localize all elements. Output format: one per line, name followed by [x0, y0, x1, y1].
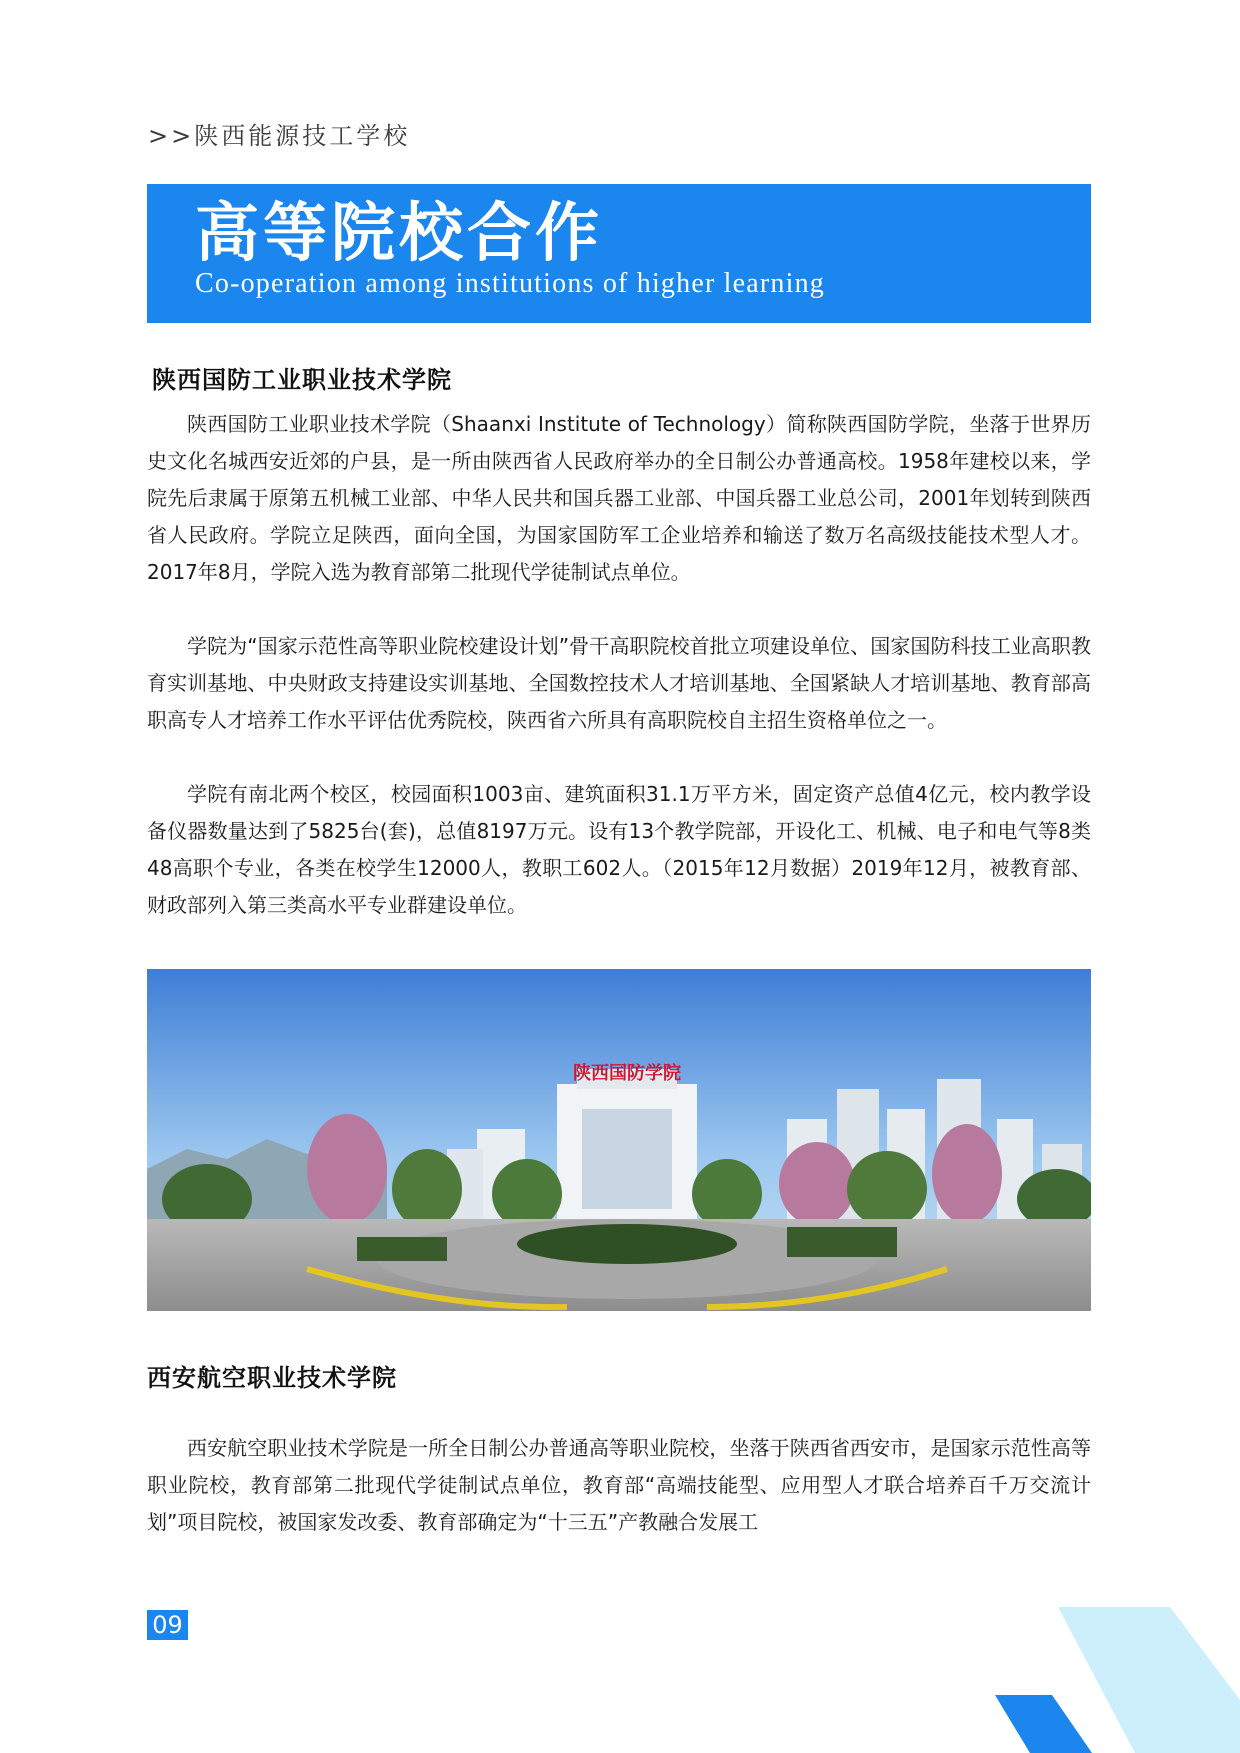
body-paragraph: 西安航空职业技术学院是一所全日制公办普通高等职业院校，坐落于陕西省西安市，是国家示范性高等职业院校，教育部第二批现代学徒制试点单位，教育部“高端技能型、应用型人才联合培养百千万交流计划”项目院校，被国家发改委、教育部确定为“十三五”产教融合发展工: [147, 1436, 1091, 1534]
body-paragraph: 学院有南北两个校区，校园面积1003亩、建筑面积31.1万平方米，固定资产总值4亿元，校内教学设备仪器数量达到了5825台(套)，总值8197万元。设有13个教学院部，开设化工、机械、电子和电气等8类48高职个专业，各类在校学生12000人，教职工602人。（2015年12月数据）2019年12月，被教育部、财政部列入第三类高水平专业群建设单位。: [147, 782, 1091, 917]
banner-title: 高等院校合作: [195, 196, 603, 271]
body-paragraph: 陕西国防工业职业技术学院（Shaanxi Institute of Technology）简称陕西国防学院，坐落于世界历史文化名城西安近郊的户县，是一所由陕西省人民政府举办的全日制公办普通高校。1958年建校以来，学院先后隶属于原第五机械工业部、中华人民共和国兵器工业部、中国兵器工业总公司，2001年划转到陕西省人民政府。学院立足陕西，面向全国，为国家国防军工企业培养和输送了数万名高级技能技术型人才。2017年8月，学院入选为教育部第二批现代学徒制试点单位。: [147, 412, 1091, 584]
building-sign: 陕西国防学院: [573, 1063, 681, 1084]
campus-photo: [147, 969, 1091, 1311]
banner-subtitle: Co-operation among institutions of higher learning: [195, 268, 826, 299]
page-number: 09: [147, 1610, 188, 1640]
section-heading-xian-aviation: 西安航空职业技术学院: [147, 1364, 397, 1392]
section-heading-shaanxi-institute: 陕西国防工业职业技术学院: [152, 366, 452, 394]
campus-illustration: [147, 969, 1091, 1311]
section-banner: [147, 184, 1091, 323]
body-paragraph: 学院为“国家示范性高等职业院校建设计划”骨干高职院校首批立项建设单位、国家国防科技工业高职教育实训基地、中央财政支持建设实训基地、全国数控技术人才培训基地、全国紧缺人才培训基地、教育部高职高专人才培养工作水平评估优秀院校，陕西省六所具有高职院校自主招生资格单位之一。: [147, 634, 1091, 732]
school-name-header: >>陕西能源技工学校: [148, 122, 411, 150]
